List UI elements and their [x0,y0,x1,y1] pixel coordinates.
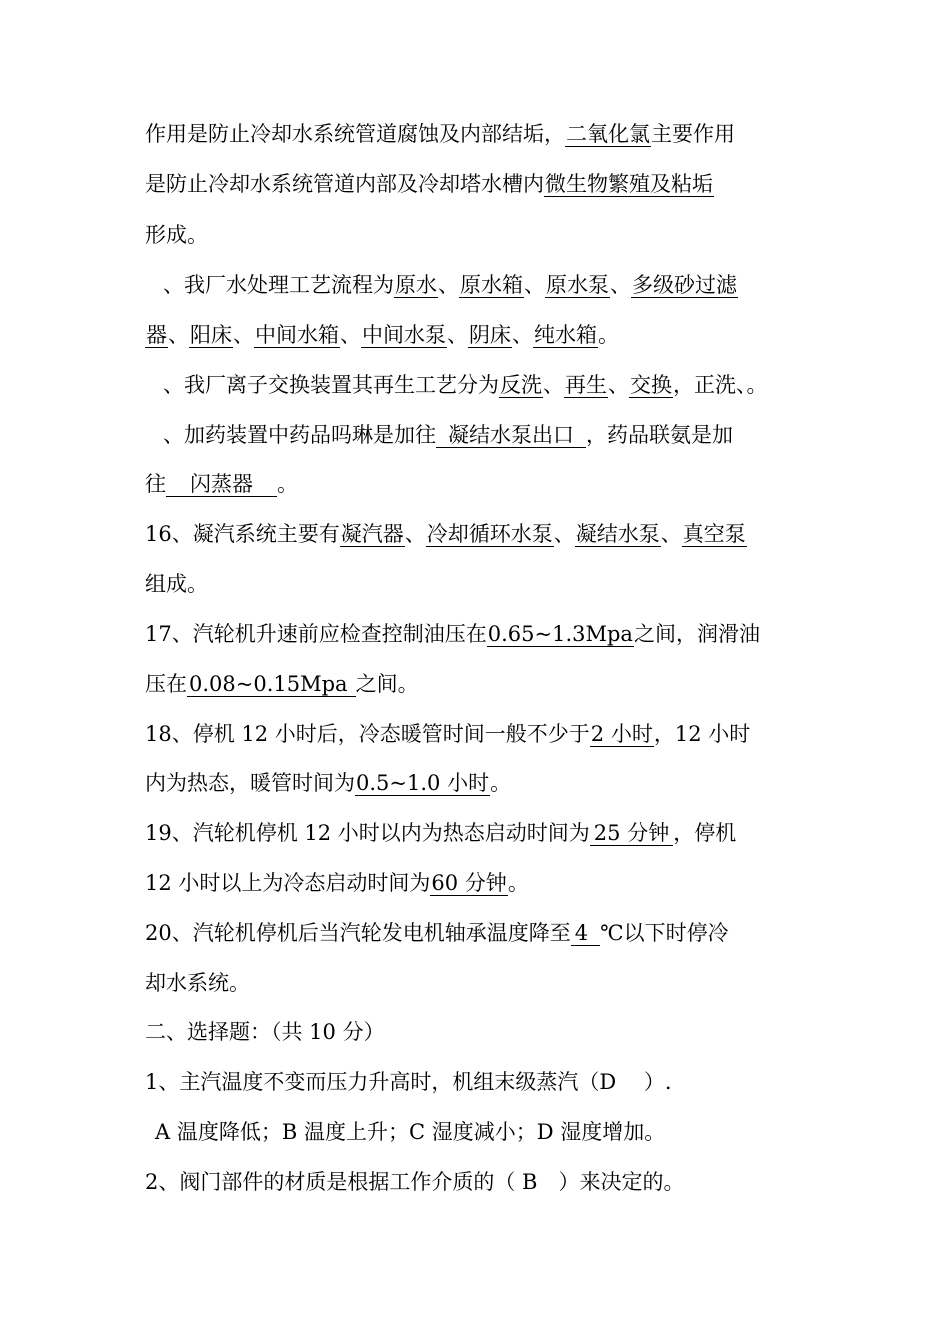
text-segment: 。 [490,771,512,795]
text-segment: 是防止冷却水系统管道内部及冷却塔水槽内 [145,172,544,196]
answer-blank: 冷却循环水泵 [426,522,553,546]
answer-blank: 原水 [395,273,437,297]
text-segment: 12 小时以上为冷态启动时间为 [145,871,431,895]
text-segment: 、 [438,273,459,297]
answer-blank: 25 分钟 [590,821,673,846]
text-line-10 [145,567,208,601]
text-line-12 [145,667,419,701]
text-line-4 [163,268,738,302]
text-line-18 [145,966,250,1000]
text-segment: ，药品联氨是加 [586,423,733,447]
answer-blank: 反洗 [500,373,542,397]
text-segment: 、我厂离子交换装置其再生工艺分为 [163,373,499,397]
answer-blank: 真空泵 [682,522,746,546]
text-segment: A 温度降低；B 温度上升；C 湿度减小；D 湿度增加。 [155,1120,666,1144]
text-segment: ，12 小时 [653,722,751,746]
text-line-3 [145,218,208,252]
text-segment: 之间，润滑油 [633,622,760,646]
answer-blank: 凝结水泵 [575,522,660,546]
text-segment: 、 [608,373,629,397]
answer-blank: 微生物繁殖及粘垢 [545,172,713,196]
text-segment: ，停机 [673,821,737,845]
text-segment: 、 [543,373,564,397]
text-segment: 却水系统。 [145,971,250,995]
text-segment: 、加药装置中药品吗琳是加往 [163,423,436,447]
text-segment: 16、凝汽系统主要有 [145,522,340,546]
text-segment: 、 [447,323,468,347]
text-segment: 19、汽轮机停机 12 小时以内为热态启动时间为 [145,821,590,845]
section-heading [145,1015,385,1049]
text-line-11 [145,617,760,651]
answer-blank: 凝结水泵出口 [436,423,586,448]
answer-blank: 0.5~1.0 小时 [356,771,490,795]
text-segment: 17、汽轮机升速前应检查控制油压在 [145,622,487,646]
text-segment: 。 [598,323,619,347]
text-line-1 [145,117,735,151]
answer-blank: 中间水泵 [362,323,446,347]
answer-blank: 4 [571,921,600,946]
answer-blank: 阴床 [469,323,511,347]
text-line-8 [145,467,298,501]
answer-blank: 闪蒸器 [166,472,277,497]
text-segment: 组成。 [145,572,208,596]
text-segment: 。 [277,472,298,496]
text-line-9 [145,517,747,551]
text-line-16 [145,866,529,900]
question-2 [145,1165,684,1199]
answer-blank: 二氧化氯 [566,122,650,146]
answer-blank: 原水箱 [460,273,523,297]
answer-blank: 凝汽器 [340,522,404,546]
text-line-2 [145,167,714,201]
answer-blank: 60 分钟 [431,871,507,895]
text-segment: 20、汽轮机停机后当汽轮发电机轴承温度降至 [145,921,571,945]
text-segment: 主要作用 [651,122,735,146]
text-segment: 18、停机 12 小时后，冷态暖管时间一般不少于 [145,722,590,746]
text-segment: 往 [145,472,166,496]
text-line-5 [145,318,619,352]
answer-blank: 多级砂过滤 [632,273,737,297]
text-line-15 [145,816,736,850]
text-segment: 作用是防止冷却水系统管道腐蚀及内部结垢， [145,122,565,146]
text-segment: 、 [233,323,254,347]
answer-blank: 0.08~0.15Mpa [187,672,356,697]
text-segment: 。 [507,871,529,895]
text-line-14 [145,766,511,800]
text-segment: 形成。 [145,223,208,247]
text-segment: 、 [660,522,682,546]
answer-blank: 2 小时 [590,722,653,746]
question-1-options [155,1115,665,1149]
text-line-6 [163,368,768,402]
text-segment: ，正洗、。 [673,373,768,397]
answer-blank: 0.65~1.3Mpa [487,622,633,646]
answer-blank: 中间水箱 [255,323,339,347]
text-segment: 之间。 [355,672,419,696]
answer-blank: 纯水箱 [534,323,597,347]
text-line-13 [145,717,750,751]
answer-blank: 交换 [630,373,672,397]
text-segment: 、 [340,323,361,347]
text-line-17 [145,916,729,950]
answer-blank: 阳床 [190,323,232,347]
answer-blank: 器 [146,323,167,347]
text-segment: 、 [512,323,533,347]
text-segment: ℃以下时停冷 [600,921,729,945]
question-1 [145,1065,672,1099]
text-segment: 、我厂水处理工艺流程为 [163,273,394,297]
text-segment: 1、主汽温度不变而压力升高时，机组末级蒸汽（D ）. [145,1070,672,1094]
text-segment: 、 [524,273,545,297]
text-segment: 二、选择题：（共 10 分） [145,1020,385,1044]
text-segment: 、 [168,323,189,347]
answer-blank: 再生 [565,373,607,397]
text-line-7 [163,418,733,452]
text-segment: 2、阀门部件的材质是根据工作介质的（ B ）来决定的。 [145,1170,685,1194]
text-segment: 、 [610,273,631,297]
text-segment: 内为热态，暖管时间为 [145,771,355,795]
text-segment: 、 [404,522,426,546]
text-segment: 压在 [145,672,187,696]
answer-blank: 原水泵 [546,273,609,297]
text-segment: 、 [553,522,575,546]
